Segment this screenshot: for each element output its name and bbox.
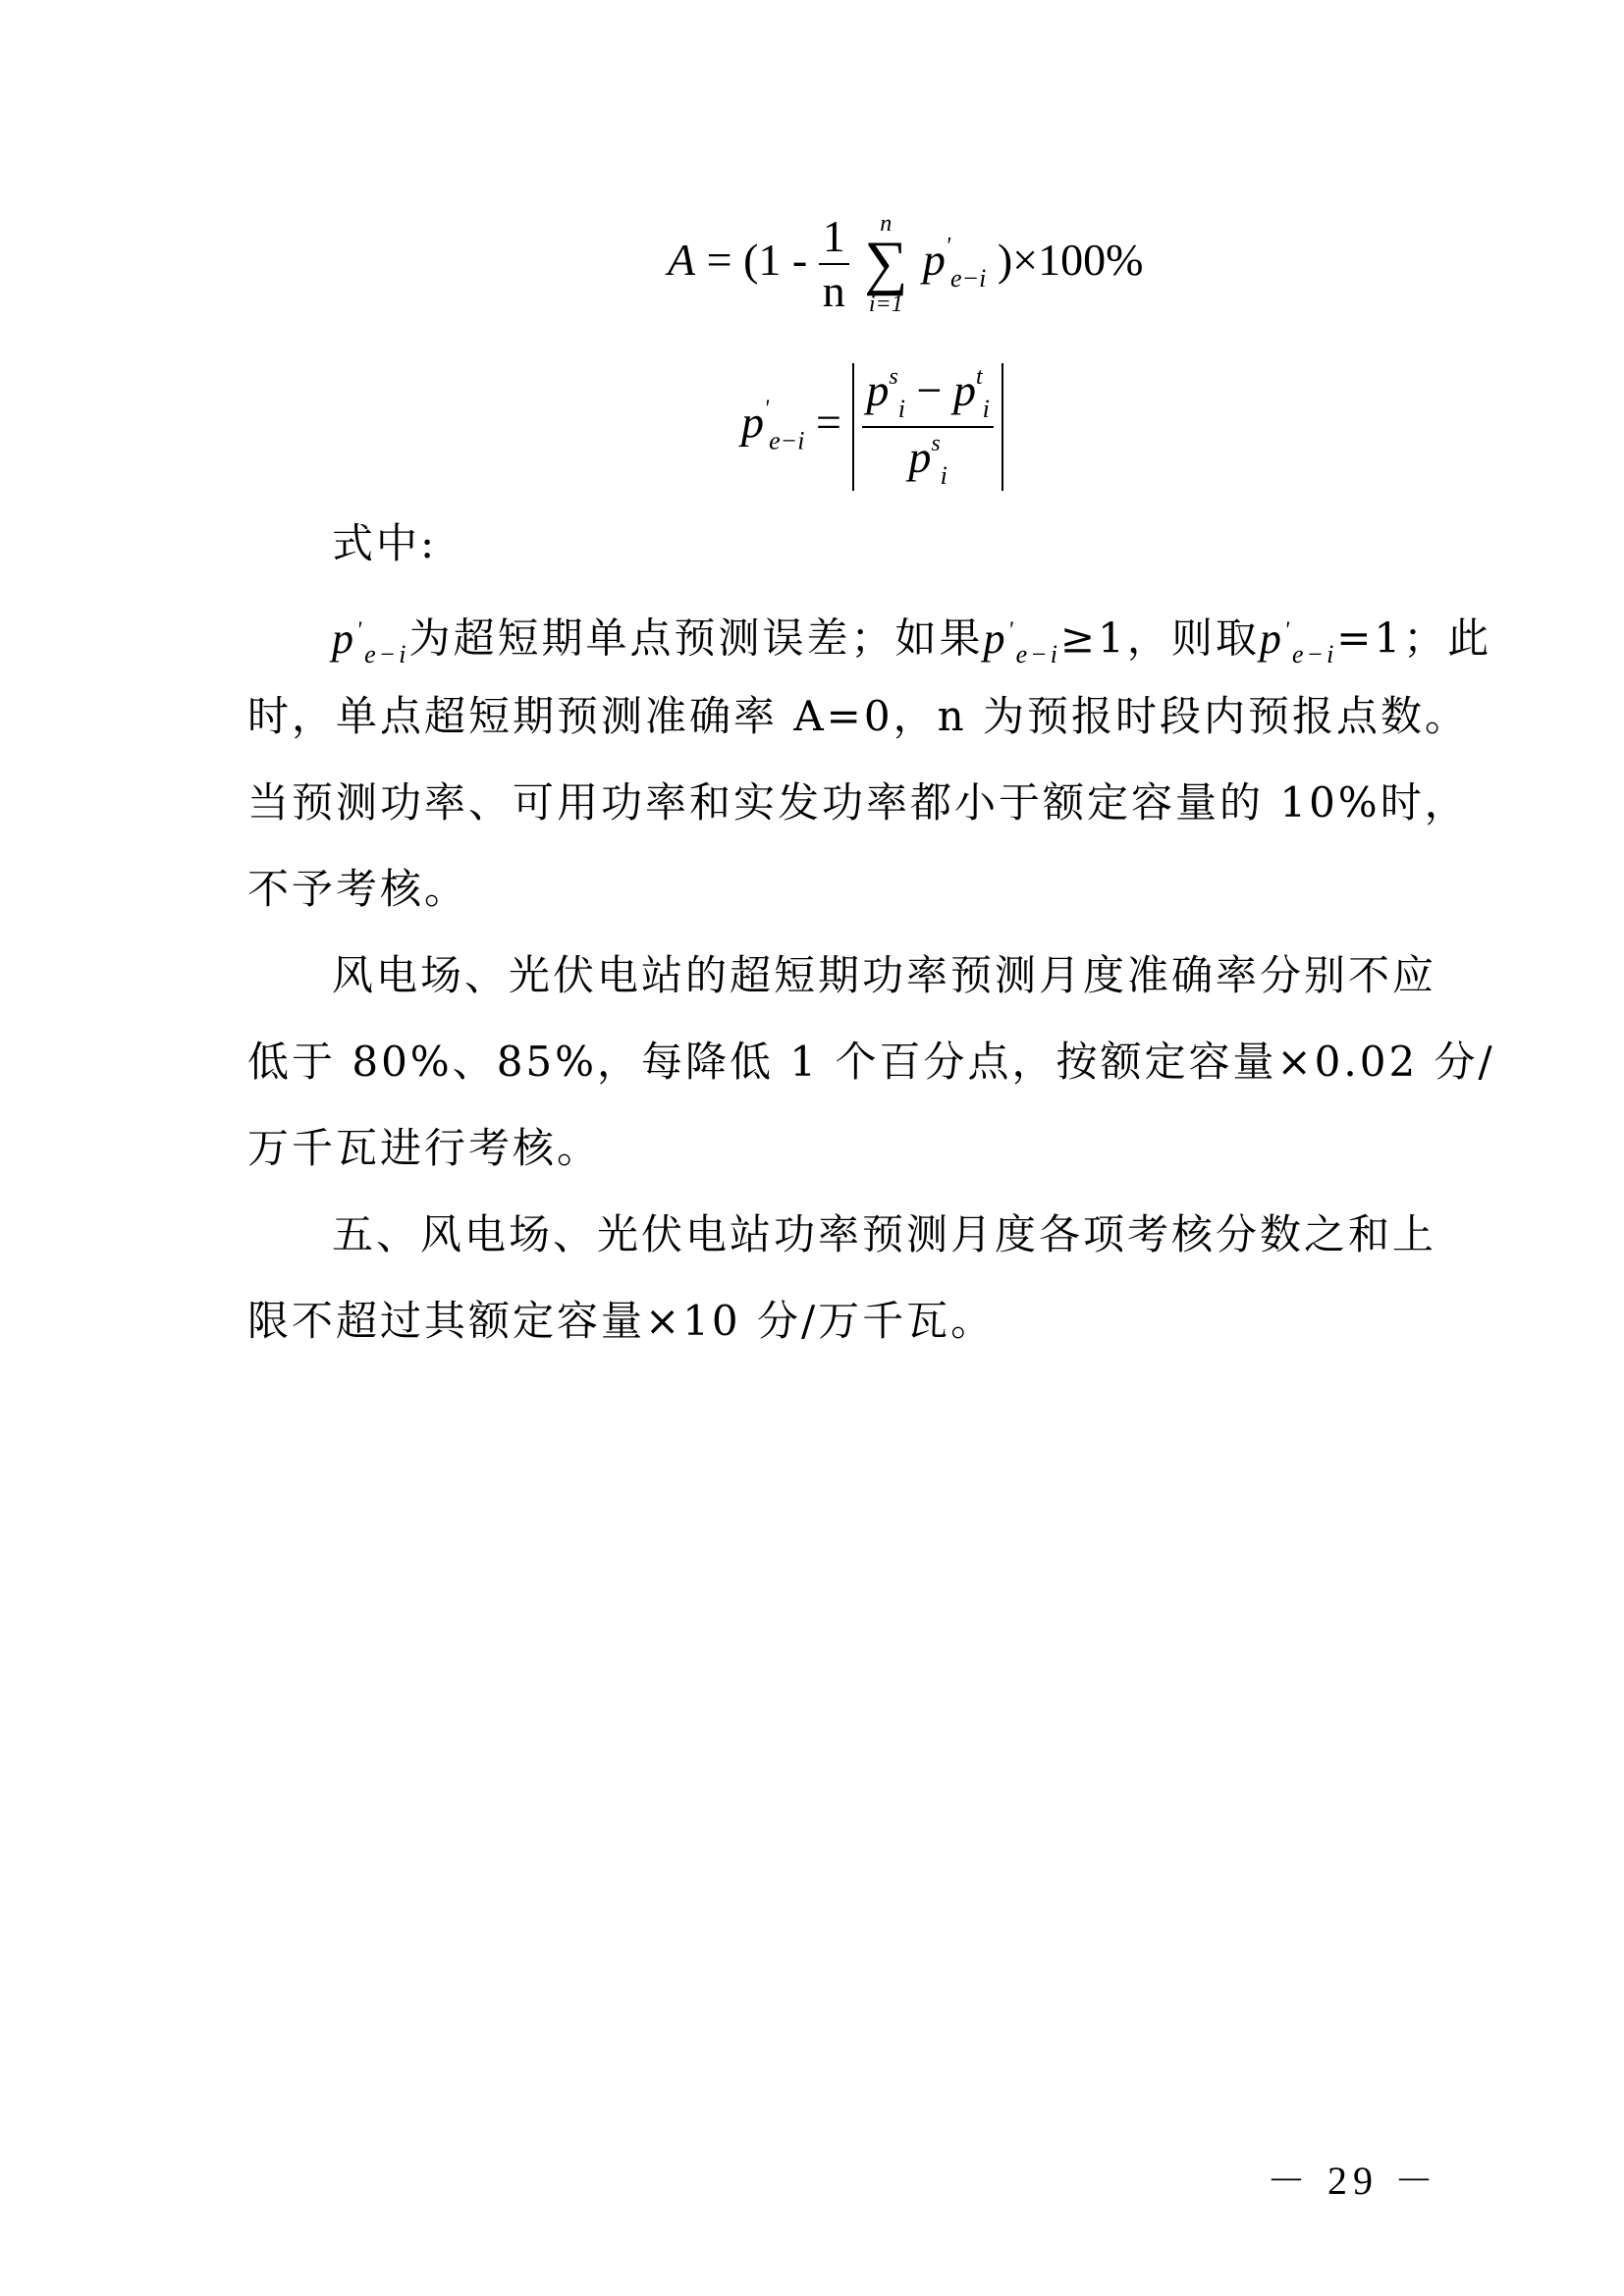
formula1-close: )×100% — [997, 234, 1144, 285]
paragraph-error-definition-line4: 不予考核。 — [247, 865, 469, 913]
para1-text3: =1；此 — [1336, 614, 1492, 663]
var-p-e-i-2 — [983, 614, 1060, 668]
formula2-num-a-base: p — [866, 365, 890, 415]
para1-text1: 为超短期单点预测误差；如果 — [408, 614, 984, 663]
formula1-fraction — [819, 211, 849, 317]
var-base: p — [332, 614, 356, 663]
var-sup: ' — [1283, 617, 1292, 643]
formula2-eq: = — [815, 397, 841, 448]
formula2-num-a-sub: i — [897, 395, 905, 423]
formula1-frac-den: n — [822, 266, 845, 317]
var-sub: e−i — [1291, 639, 1337, 668]
paragraph-monthly-accuracy-line1: 风电场、光伏电站的超短期功率预测月度准确率分别不应 — [332, 951, 1437, 999]
formula2-den-sub: i — [940, 461, 947, 490]
formula-accuracy — [668, 211, 1143, 318]
formula1-term-sup: ' — [945, 233, 951, 259]
formula2-num-b-base: p — [952, 365, 976, 415]
formula2-lhs-sup: ' — [764, 396, 770, 422]
formula2-num-b-sub: i — [982, 395, 990, 423]
formula2-lhs-base: p — [741, 397, 764, 448]
formula2-denominator — [862, 428, 993, 489]
formula2-numerator — [862, 365, 993, 428]
formula1-sum-bottom: i=1 — [868, 292, 903, 318]
formula2-den-base: p — [908, 432, 932, 482]
paragraph-error-definition-line3: 当预测功率、可用功率和实发功率都小于额定容量的 10%时， — [247, 778, 1469, 827]
paragraph-score-cap-line2: 限不超过其额定容量×10 分/万千瓦。 — [247, 1297, 996, 1345]
var-base: p — [983, 614, 1008, 663]
paragraph-error-definition-line2: 时，单点超短期预测准确率 A=0，n 为预报时段内预报点数。 — [247, 692, 1469, 740]
var-base: p — [1259, 614, 1284, 663]
formula1-sum-symbol: ∑ — [864, 230, 908, 297]
where-label: 式中: — [332, 519, 438, 567]
var-sub: e−i — [1015, 639, 1060, 668]
var-sub: e−i — [364, 639, 409, 668]
paragraph-monthly-accuracy-line3: 万千瓦进行考核。 — [247, 1124, 602, 1172]
var-p-e-i-3 — [1259, 614, 1337, 668]
formula2-num-a-sup: s — [889, 364, 898, 390]
formula1-term-sub: e−i — [950, 263, 987, 293]
page-number: － 29 － — [1267, 2159, 1439, 2203]
var-p-e-i — [332, 614, 409, 668]
var-sup: ' — [356, 617, 365, 643]
formula2-fraction — [862, 365, 993, 489]
para1-text2: ≥1，则取 — [1059, 614, 1260, 663]
formula1-lhs: A — [668, 234, 696, 285]
formula1-eq: = — [706, 234, 732, 285]
formula1-sum-top: n — [880, 211, 893, 237]
formula2-lhs-sub: e−i — [769, 426, 805, 455]
formula2-num-b-sup: t — [975, 364, 983, 390]
formula2-minus: − — [916, 365, 943, 415]
formula1-term-base: p — [922, 234, 946, 285]
formula1-sum — [864, 211, 907, 318]
formula-point-error — [741, 363, 1003, 491]
formula1-open: (1 - — [743, 234, 808, 285]
var-sup: ' — [1007, 617, 1016, 643]
paragraph-score-cap-line1: 五、风电场、光伏电站功率预测月度各项考核分数之和上 — [332, 1210, 1437, 1258]
formula1-frac-num: 1 — [819, 214, 849, 265]
formula2-absolute-value — [852, 363, 1002, 491]
formula2-den-sup: s — [931, 431, 941, 456]
paragraph-monthly-accuracy-line2: 低于 80%、85%，每降低 1 个百分点，按额定容量×0.02 分/ — [247, 1038, 1495, 1086]
